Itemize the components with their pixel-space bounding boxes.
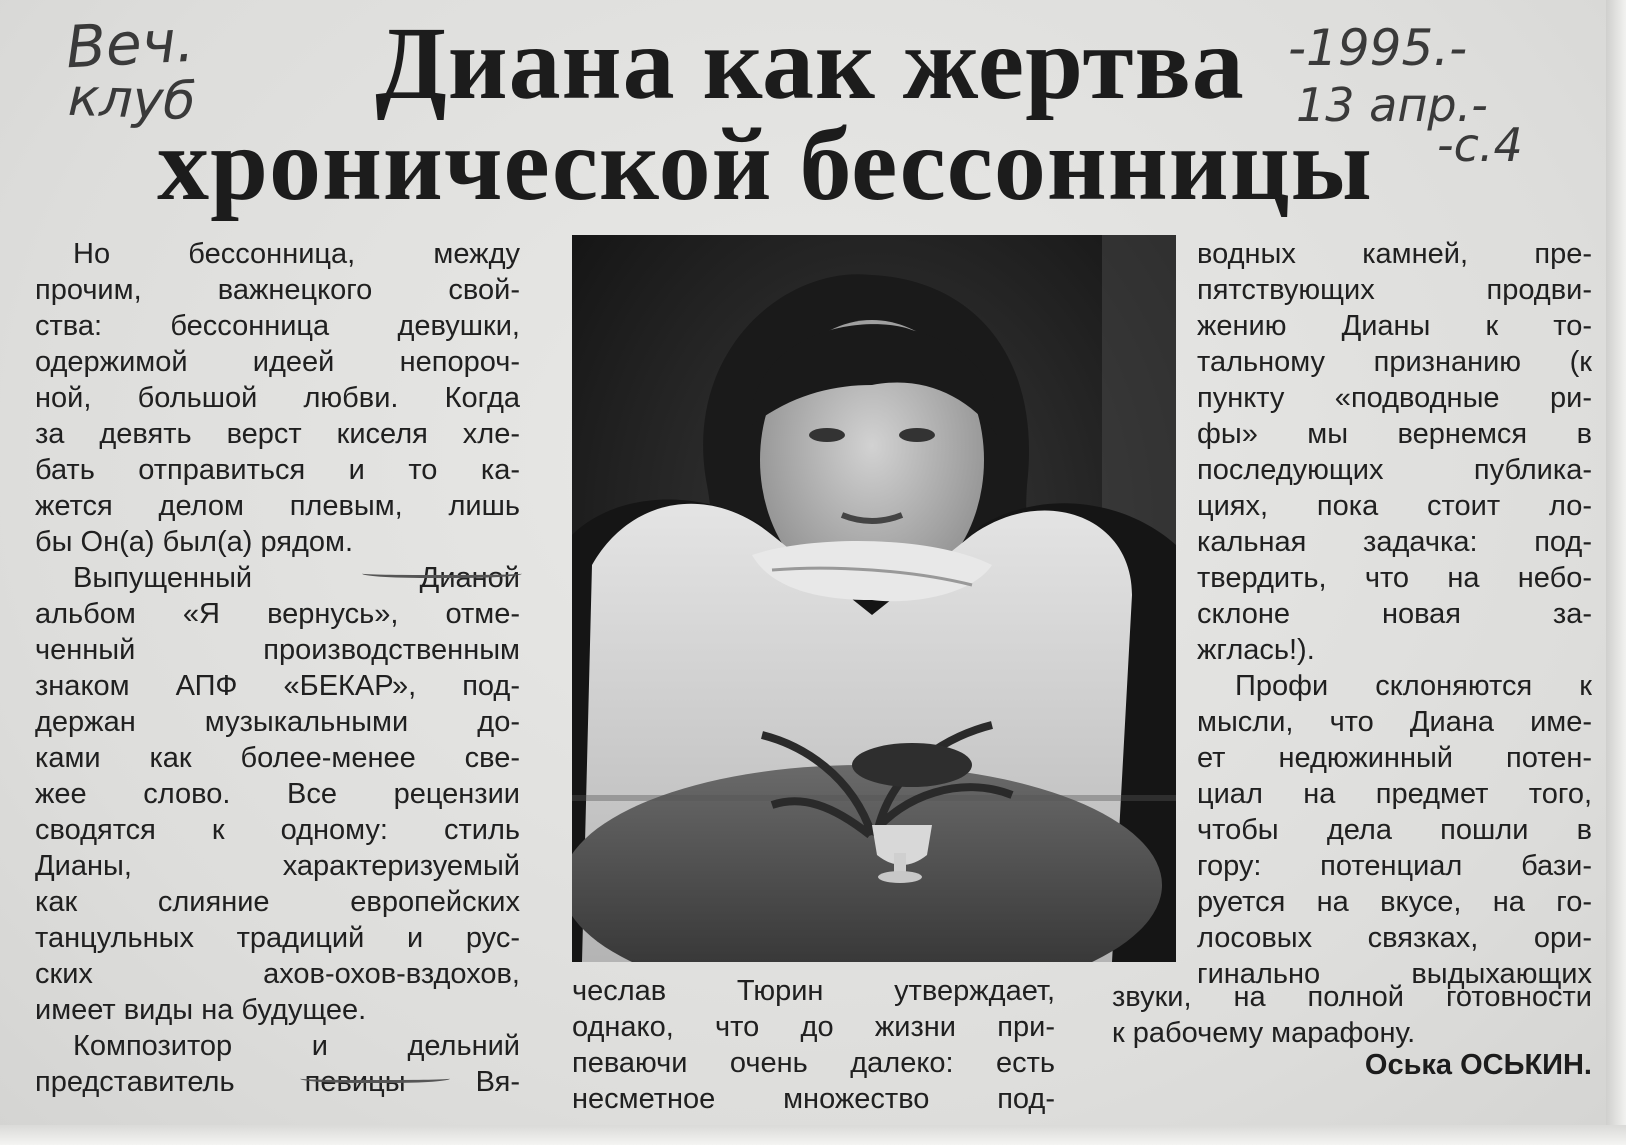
article-column-1 — [35, 236, 520, 1100]
text-line: твердить, что на небо- — [1197, 562, 1592, 594]
portrait-photo — [572, 235, 1176, 962]
text-line: Профи склоняются к — [1235, 670, 1592, 702]
text-line: однако, что до жизни при- — [572, 1011, 1055, 1043]
text-line: альбом «Я вернусь», отме- — [35, 598, 520, 630]
text-line: ет недюжинный потен- — [1197, 742, 1592, 774]
text-line: за девять верст киселя хле- — [35, 418, 520, 450]
text-line: прочим, важнецкого свой- — [35, 274, 520, 306]
text-line-with-underlined-name: Выпущенный Дианой — [73, 562, 520, 594]
text-line: ной, большой любви. Когда — [35, 382, 520, 414]
text-line: руется на вкусе, на го- — [1197, 886, 1592, 918]
handwritten-date-year: -1995.- — [1288, 19, 1468, 77]
text-line: представитель певицы Вя- — [35, 1066, 520, 1098]
text-line: чтобы дела пошли в — [1197, 814, 1592, 846]
text-line: Но бессонница, между — [73, 238, 520, 270]
handwritten-source-line-2: клуб — [66, 67, 197, 133]
text-line: как слияние европейских — [35, 886, 520, 918]
text-line: держан музыкальными до- — [35, 706, 520, 738]
text-line: танцульных традиций и рус- — [35, 922, 520, 954]
headline-line-2: хронической бессонницы — [157, 107, 1373, 222]
author-signature: Оська ОСЬКИН. — [1364, 1049, 1592, 1081]
text-line: последующих публика- — [1197, 454, 1592, 486]
article-column-3 — [1197, 236, 1592, 992]
text-line: бать отправиться и то ка- — [35, 454, 520, 486]
headline-line-1: Диана как жертва — [375, 6, 1245, 121]
text-line: лосовых связках, ори- — [1197, 922, 1592, 954]
article-column-2 — [572, 973, 1055, 1117]
text-line: циал на предмет того, — [1197, 778, 1592, 810]
text-line: циях, пока стоит ло- — [1197, 490, 1592, 522]
text-line: жению Дианы к то- — [1197, 310, 1592, 342]
text-line: чеслав Тюрин утверждает, — [572, 975, 1055, 1007]
text-line: ченный производственным — [35, 634, 520, 666]
text-line: имеет виды на будущее. — [35, 994, 367, 1026]
handwritten-page-number: -с.4 — [1437, 118, 1523, 172]
text-line: ства: бессонница девушки, — [35, 310, 520, 342]
handwritten-date-day: 13 апр.- — [1296, 78, 1488, 132]
text-line: водных камней, пре- — [1197, 238, 1592, 270]
text-line: несметное множество под- — [572, 1083, 1055, 1115]
text-line: жее слово. Все рецензии — [35, 778, 520, 810]
text-line: сводятся к одному: стиль — [35, 814, 520, 846]
text-line: звуки, на полной готовности — [1112, 981, 1592, 1013]
text-line: фы» мы вернемся в — [1197, 418, 1592, 450]
text-line: пятствующих продви- — [1197, 274, 1592, 306]
text-line: тальному признанию (к — [1197, 346, 1592, 378]
text-line: к рабочему марафону. — [1112, 1017, 1416, 1049]
handwritten-source-line-1: Веч. — [64, 6, 196, 82]
text-line: знаком АПФ «БЕКАР», под- — [35, 670, 520, 702]
text-line: кальная задачка: под- — [1197, 526, 1592, 558]
text-line: ками как более-менее све- — [35, 742, 520, 774]
text-line: склоне новая за- — [1197, 598, 1592, 630]
text-line: пункту «подводные ри- — [1197, 382, 1592, 414]
text-line: гинально выдыхающих — [1197, 958, 1592, 990]
text-line: одержимой идеей непороч- — [35, 346, 520, 378]
scan-edge-right — [1606, 0, 1626, 1145]
text-line: Дианы, характеризуемый — [35, 850, 520, 882]
text-line: Композитор и дельний — [73, 1030, 520, 1062]
article-column-3-continuation — [1112, 979, 1592, 1051]
portrait-photo-image — [572, 235, 1176, 962]
text-line: жглась!). — [1197, 634, 1315, 666]
text-line: ских ахов-охов-вздохов, — [35, 958, 520, 990]
text-line: жется делом плевым, лишь — [35, 490, 520, 522]
text-line: гору: потенциал бази- — [1197, 850, 1592, 882]
text-line: мысли, что Диана име- — [1197, 706, 1592, 738]
handwritten-underline — [300, 1072, 450, 1083]
handwritten-underline — [362, 567, 522, 578]
text-line: бы Он(а) был(а) рядом. — [35, 526, 354, 558]
scan-edge-bottom — [0, 1125, 1626, 1145]
text-line: певаючи очень далеко: есть — [572, 1047, 1055, 1079]
